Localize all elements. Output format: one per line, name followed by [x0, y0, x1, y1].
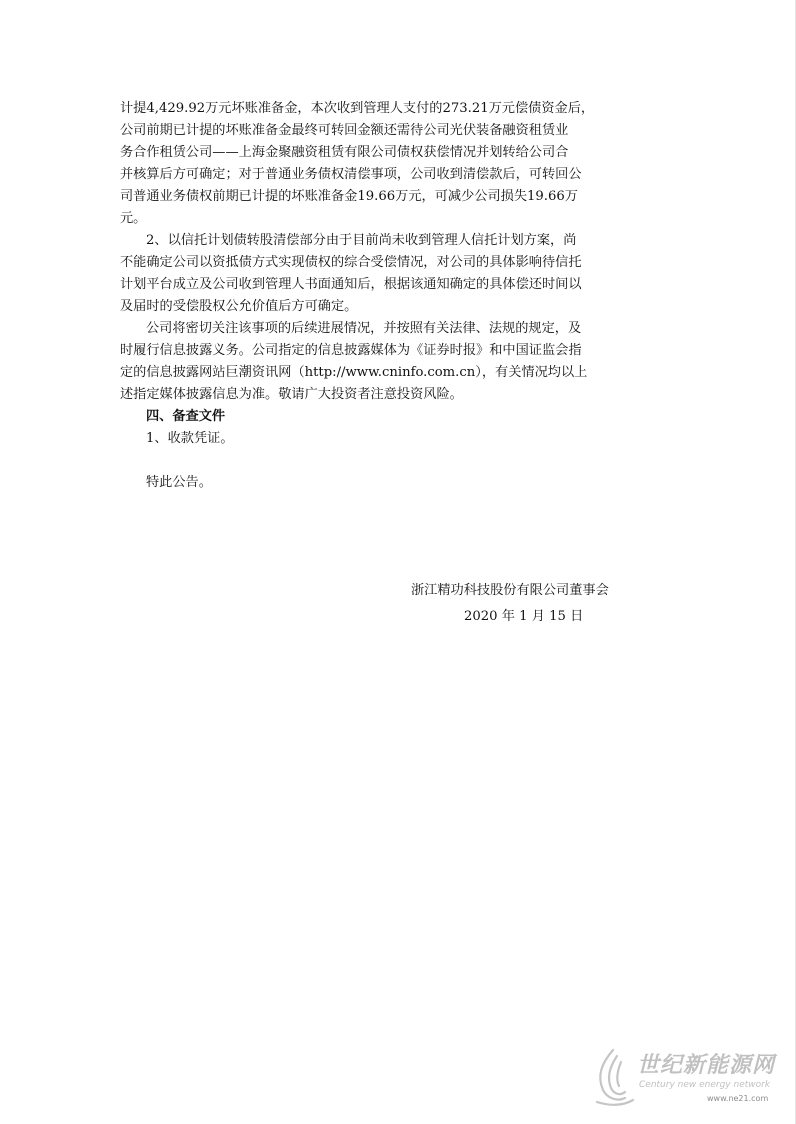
- paragraph-2-line-1: 2、以信托计划债转股清偿部分由于目前尚未收到管理人信托计划方案，尚: [146, 233, 577, 248]
- paragraph-1-line-4: 并核算后方可确定；对于普通业务债权清偿事项，公司收到清偿款后，可转回公: [120, 167, 582, 182]
- watermark: [587, 1046, 787, 1110]
- paragraph-2-line-3: 计划平台成立及公司收到管理人书面通知后，根据该通知确定的具体偿还时间以: [120, 277, 582, 292]
- paragraph-3-line-4: 述指定媒体披露信息为准。敬请广大投资者注意投资风险。: [120, 387, 463, 402]
- closing-text: 特此公告。: [146, 475, 212, 490]
- paragraph-1-line-6: 元。: [120, 211, 147, 226]
- paragraph-3-line-3: 定的信息披露网站巨潮资讯网（http://www.cninfo.com.cn），有关情况均以上: [120, 365, 588, 380]
- spacer: [120, 450, 680, 472]
- signature-date: 2020 年 1 月 15 日: [464, 609, 584, 624]
- paragraph-1-line-2: 公司前期已计提的坏账准备金最终可转回金额还需待公司光伏装备融资租赁业: [120, 123, 569, 138]
- paragraph-1-line-3: 务合作租赁公司——上海金聚融资租赁有限公司债权获偿情况并划转给公司合: [120, 145, 569, 160]
- paragraph-2-line-2: 不能确定公司以资抵债方式实现债权的综合受偿情况，对公司的具体影响待信托: [120, 255, 582, 270]
- watermark-subtitle: Century new energy network: [639, 1080, 771, 1090]
- paragraph-3-line-1: 公司将密切关注该事项的后续进展情况，并按照有关法律、法规的规定，及: [146, 321, 582, 336]
- flame-emblem-icon: [587, 1046, 639, 1108]
- paragraph-2-line-4: 及届时的受偿股权公允价值后方可确定。: [120, 299, 358, 314]
- announcement-body: [120, 98, 680, 494]
- section-item: 1、收款凭证。: [146, 431, 234, 446]
- section-heading: 四、备查文件: [146, 409, 226, 424]
- watermark-title: 世纪新能源网: [637, 1053, 776, 1078]
- paragraph-3-line-2: 时履行信息披露义务。公司指定的信息披露媒体为《证券时报》和中国证监会指: [120, 343, 582, 358]
- signature-company: 浙江精功科技股份有限公司董事会: [411, 583, 609, 598]
- watermark-url: www.ne21.com: [707, 1094, 769, 1103]
- paragraph-1-line-1: 计提4,429.92万元坏账准备金，本次收到管理人支付的273.21万元偿债资金后，: [120, 101, 595, 116]
- paragraph-1-line-5: 司普通业务债权前期已计提的坏账准备金19.66万元，可减少公司损失19.66万: [120, 189, 578, 204]
